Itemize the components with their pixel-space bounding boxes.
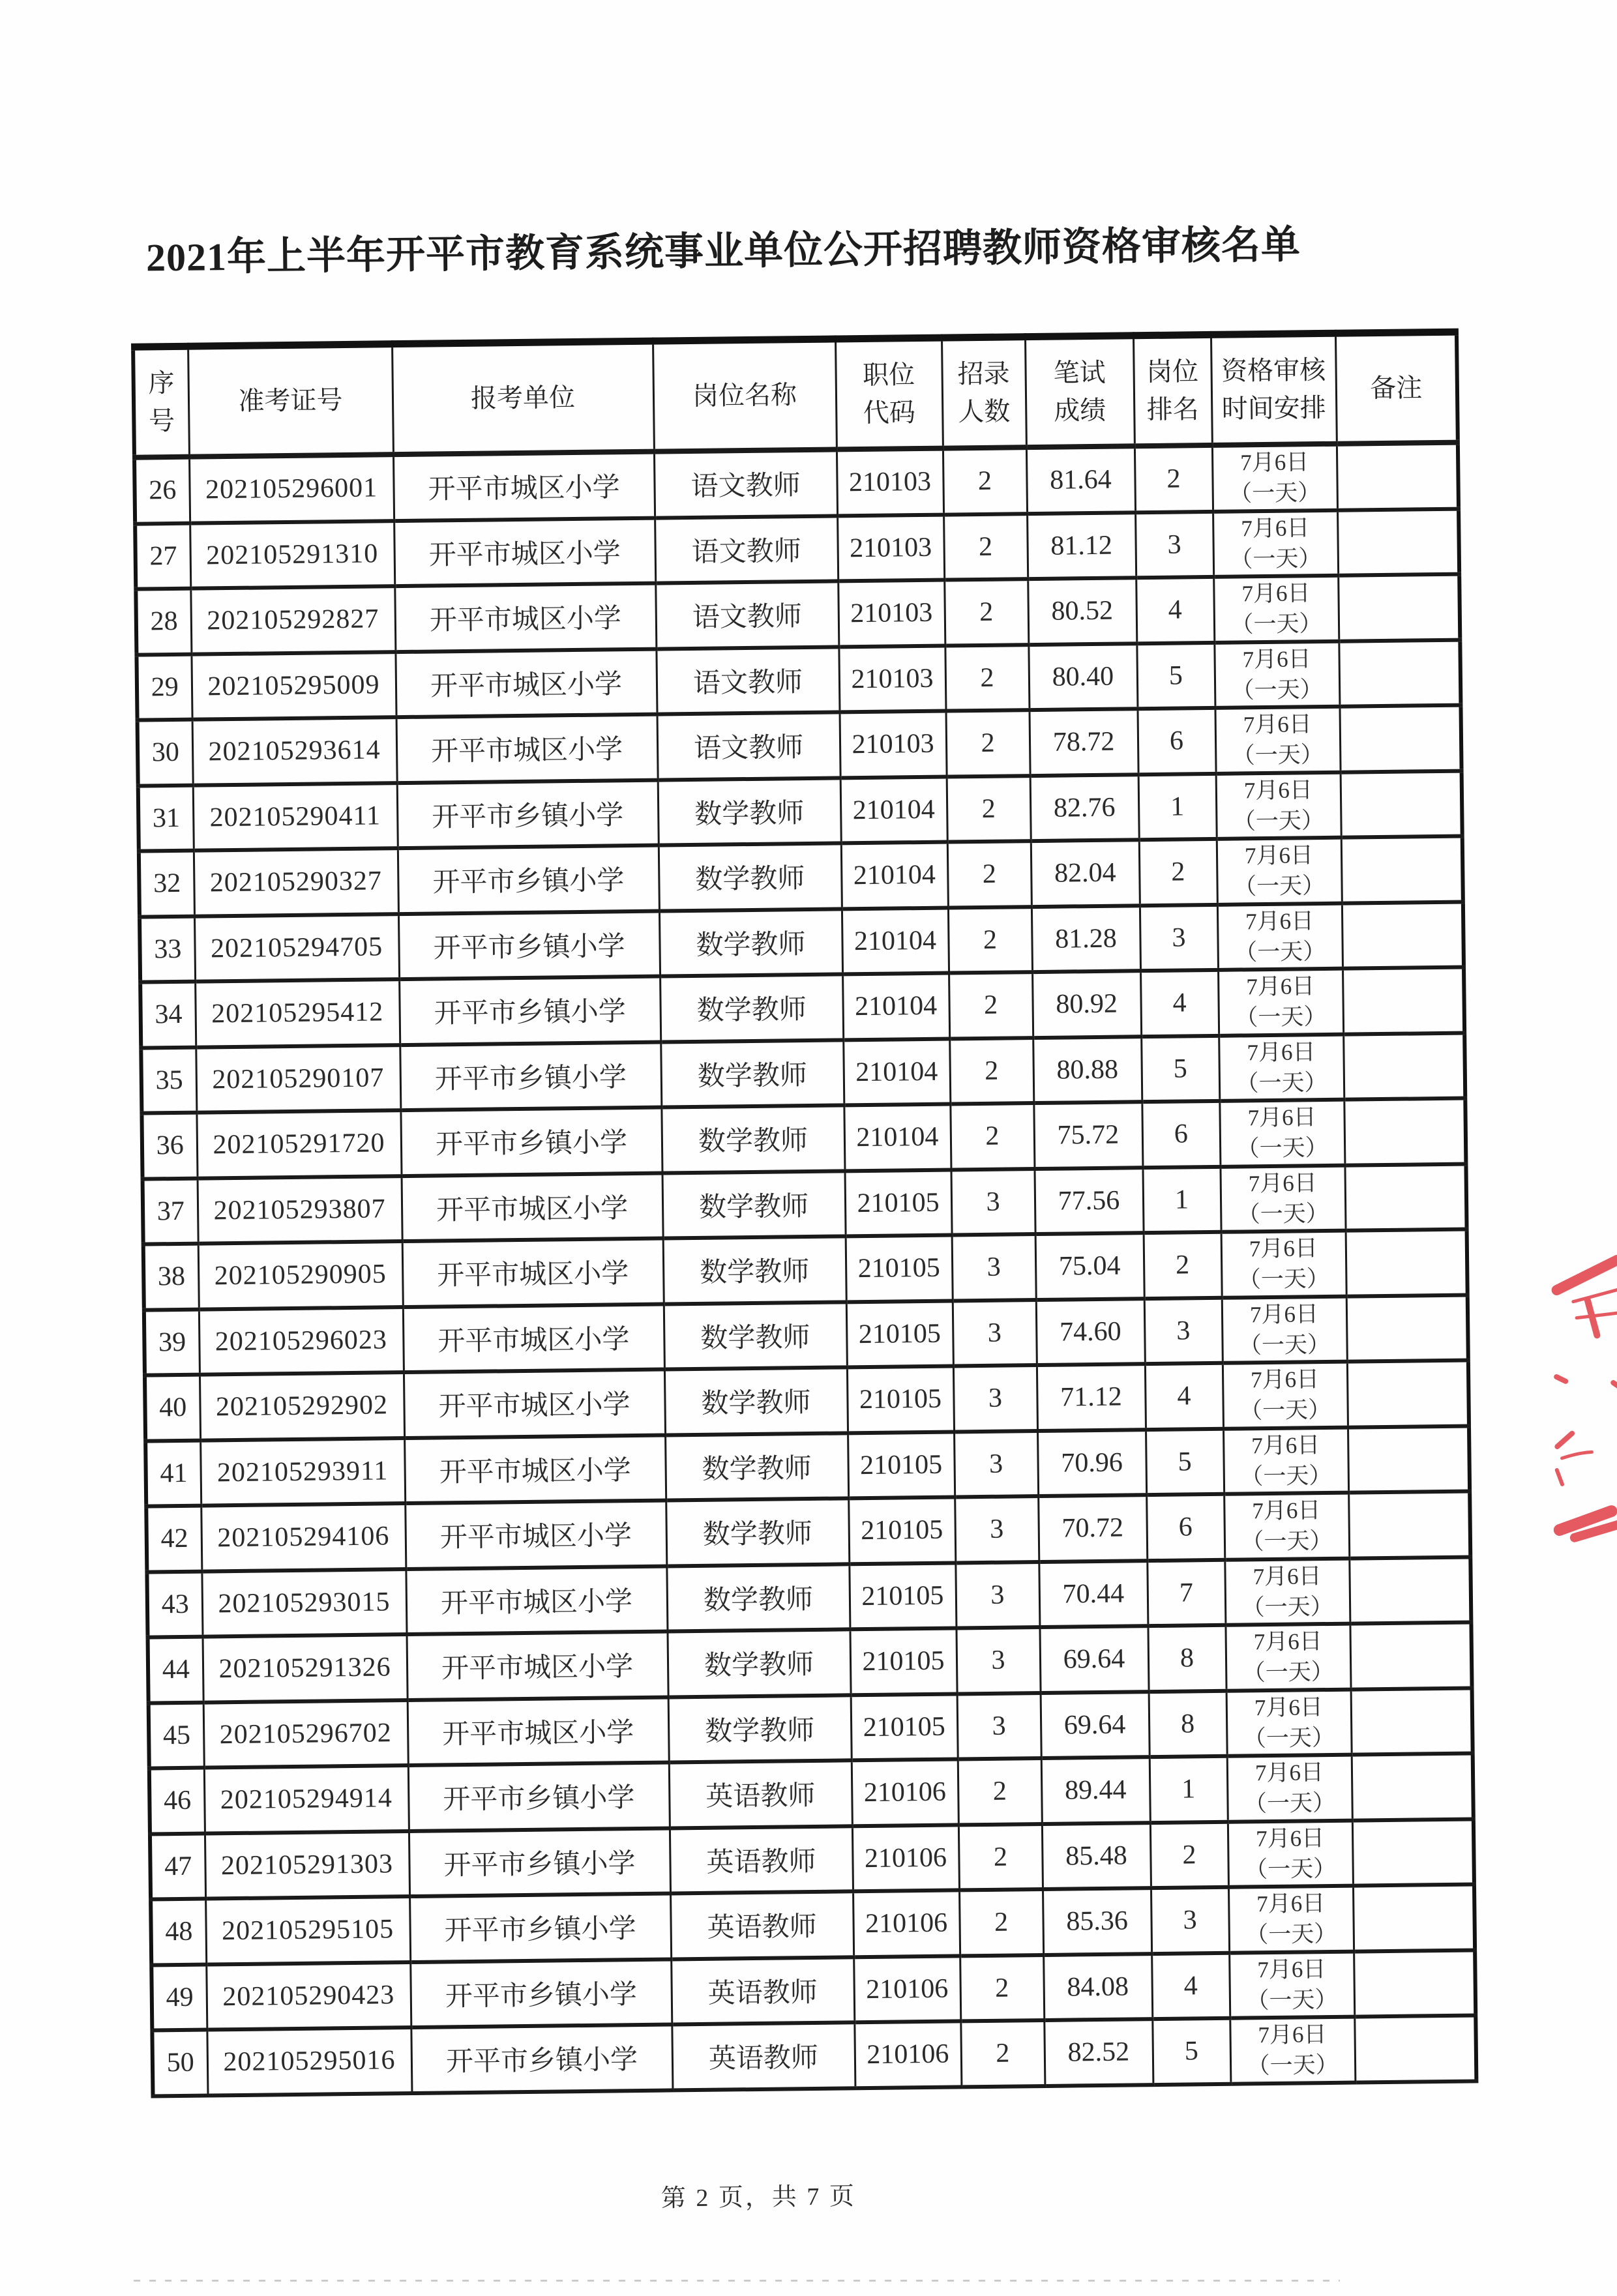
cell-openings: 2 [943,514,1028,580]
cell-post-code: 210104 [842,973,949,1040]
cell-post-rank: 2 [1144,1232,1222,1299]
cell-admission-ticket-no: 202105290423 [206,1962,411,2030]
cell-admission-ticket-no: 202105291303 [205,1831,409,1899]
cell-index: 42 [146,1506,201,1572]
cell-post-name: 数学教师 [661,1105,844,1173]
cell-remarks [1348,1426,1470,1493]
cell-index: 33 [140,916,195,982]
cell-post-name: 英语教师 [670,1826,853,1894]
cell-openings: 2 [943,447,1027,514]
cell-review-schedule: 7月6日 （一天） [1217,838,1342,905]
cell-review-schedule: 7月6日 （一天） [1227,1755,1352,1822]
cell-openings: 3 [957,1693,1041,1759]
cell-remarks [1346,1229,1468,1297]
col-header-written-score: 笔试 成绩 [1025,336,1135,447]
cell-post-name: 数学教师 [660,1040,844,1108]
cell-post-rank: 4 [1140,970,1219,1037]
cell-remarks [1348,1492,1470,1559]
cell-post-rank: 1 [1150,1756,1228,1823]
cell-post-name: 数学教师 [664,1302,847,1370]
cell-admission-ticket-no: 202105292827 [190,586,395,654]
cell-post-code: 210105 [851,1694,958,1760]
cell-applied-unit: 开平市乡镇小学 [399,977,660,1045]
cell-remarks [1354,1950,1476,2017]
cell-openings: 3 [956,1627,1040,1694]
cell-post-name: 数学教师 [658,778,841,846]
cell-index: 45 [149,1702,204,1768]
col-header-remarks: 备注 [1335,332,1458,444]
cell-index: 40 [145,1375,200,1441]
cell-index: 27 [135,523,190,589]
cell-post-name: 数学教师 [659,909,842,977]
cell-applied-unit: 开平市城区小学 [406,1566,667,1634]
cell-post-rank: 5 [1136,642,1215,709]
cell-admission-ticket-no: 202105291720 [196,1110,401,1178]
cell-index: 36 [141,1113,197,1179]
cell-review-schedule: 7月6日 （一天） [1217,903,1343,970]
cell-admission-ticket-no: 202105290107 [196,1045,400,1113]
cell-review-schedule: 7月6日 （一天） [1228,1886,1354,1953]
red-stamp-mark [1544,1243,1617,1543]
cell-admission-ticket-no: 202105290327 [194,848,398,916]
cell-written-score: 82.52 [1044,2019,1153,2085]
cell-post-code: 210105 [846,1301,953,1367]
cell-post-code: 210104 [844,1104,951,1171]
cell-post-rank: 6 [1137,708,1215,774]
cell-applied-unit: 开平市城区小学 [403,1304,664,1372]
cell-post-rank: 8 [1149,1690,1227,1757]
cell-applied-unit: 开平市城区小学 [408,1697,669,1765]
cell-review-schedule: 7月6日 （一天） [1228,1820,1353,1887]
cell-post-rank: 2 [1135,445,1213,512]
cell-post-rank: 6 [1142,1101,1220,1168]
cell-written-score: 70.72 [1038,1495,1147,1561]
cell-review-schedule: 7月6日 （一天） [1215,707,1340,774]
cell-index: 49 [151,1964,207,2030]
cell-index: 31 [138,785,194,851]
cell-remarks [1339,705,1461,773]
cell-remarks [1337,443,1459,510]
cell-openings: 2 [947,841,1031,907]
cell-admission-ticket-no: 202105295009 [191,652,396,720]
cell-index: 46 [149,1768,205,1834]
cell-post-name: 数学教师 [662,1171,846,1239]
cell-index: 34 [140,982,196,1048]
cell-remarks [1346,1295,1468,1362]
cell-written-score: 84.08 [1043,1954,1152,2020]
cell-post-code: 210105 [847,1366,954,1433]
cell-written-score: 75.04 [1035,1233,1144,1299]
cell-post-code: 210103 [838,645,945,712]
cell-post-name: 数学教师 [659,843,842,911]
cell-applied-unit: 开平市城区小学 [402,1173,663,1241]
col-header-post-rank: 岗位 排名 [1133,334,1212,446]
cell-review-schedule: 7月6日 （一天） [1214,641,1339,708]
cell-applied-unit: 开平市乡镇小学 [398,911,660,979]
cell-written-score: 69.64 [1039,1626,1148,1692]
cell-post-rank: 5 [1146,1428,1224,1495]
cell-post-name: 数学教师 [668,1695,852,1763]
cell-written-score: 70.44 [1039,1561,1148,1627]
cell-remarks [1342,902,1464,969]
cell-review-schedule: 7月6日 （一天） [1219,1100,1344,1167]
cell-openings: 3 [952,1234,1036,1301]
cell-review-schedule: 7月6日 （一天） [1230,2017,1355,2084]
cell-remarks [1351,1688,1473,1755]
cell-post-rank: 2 [1150,1821,1228,1888]
col-header-index: 序 号 [133,346,189,457]
cell-admission-ticket-no: 202105293807 [198,1176,402,1244]
cell-post-rank: 4 [1145,1363,1223,1430]
cell-index: 47 [150,1833,205,1899]
cell-post-rank: 8 [1148,1625,1226,1692]
cell-index: 32 [139,851,194,917]
col-header-openings: 招录 人数 [942,337,1026,449]
cell-openings: 2 [958,1824,1043,1891]
cell-admission-ticket-no: 202105296023 [199,1307,404,1375]
cell-openings: 2 [947,776,1031,842]
cell-applied-unit: 开平市乡镇小学 [400,1108,662,1176]
cell-index: 44 [148,1637,203,1703]
cell-index: 41 [145,1440,201,1506]
cell-post-code: 210103 [840,711,947,778]
cell-post-code: 210106 [853,1890,960,1956]
cell-review-schedule: 7月6日 （一天） [1220,1165,1345,1232]
col-header-post-name: 岗位名称 [653,339,837,452]
cell-applied-unit: 开平市城区小学 [405,1501,666,1569]
scan-edge-artifact [134,2280,1340,2282]
cell-post-name: 英语教师 [672,2022,855,2090]
cell-remarks [1349,1557,1471,1624]
cell-applied-unit: 开平市乡镇小学 [397,780,659,848]
cell-index: 48 [151,1899,206,1965]
cell-openings: 2 [950,1103,1034,1170]
cell-post-rank: 6 [1146,1494,1224,1561]
cell-applied-unit: 开平市乡镇小学 [408,1762,670,1831]
cell-openings: 2 [949,972,1033,1038]
cell-index: 30 [138,720,193,786]
cell-review-schedule: 7月6日 （一天） [1213,510,1338,577]
cell-remarks [1341,771,1462,838]
cell-review-schedule: 7月6日 （一天） [1223,1427,1348,1494]
cell-post-name: 英语教师 [670,1891,853,1959]
cell-review-schedule: 7月6日 （一天） [1221,1231,1346,1298]
cell-written-score: 85.36 [1043,1888,1151,1954]
cell-written-score: 70.96 [1037,1430,1146,1496]
col-header-review-schedule: 资格审核 时间安排 [1211,333,1337,445]
cell-post-code: 210105 [848,1497,955,1563]
cell-post-rank: 1 [1138,773,1217,840]
cell-applied-unit: 开平市乡镇小学 [398,846,659,914]
cell-admission-ticket-no: 202105293015 [201,1569,406,1637]
cell-admission-ticket-no: 202105291310 [190,521,394,589]
cell-post-code: 210105 [844,1170,951,1236]
cell-applied-unit: 开平市城区小学 [402,1239,664,1307]
cell-review-schedule: 7月6日 （一天） [1218,969,1343,1036]
cell-written-score: 80.40 [1028,643,1137,710]
cell-remarks [1341,836,1463,904]
cell-written-score: 81.12 [1027,512,1136,579]
cell-review-schedule: 7月6日 （一天） [1222,1296,1347,1363]
cell-index: 26 [134,457,190,523]
cell-written-score: 81.64 [1026,446,1135,513]
cell-written-score: 78.72 [1029,709,1138,775]
cell-applied-unit: 开平市城区小学 [395,649,657,717]
cell-applied-unit: 开平市乡镇小学 [409,1828,670,1896]
cell-post-rank: 4 [1136,577,1214,643]
review-roster-table [131,329,1478,2098]
cell-index: 43 [147,1571,202,1637]
cell-written-score: 89.44 [1041,1757,1150,1823]
cell-post-rank: 2 [1139,839,1217,905]
cell-written-score: 69.64 [1041,1692,1150,1758]
cell-review-schedule: 7月6日 （一天） [1226,1689,1352,1756]
cell-post-name: 数学教师 [664,1367,848,1435]
cell-admission-ticket-no: 202105294705 [194,914,399,982]
cell-openings: 2 [958,1758,1042,1825]
page-number: 第 2 页，共 7 页 [660,2183,857,2213]
header-row [133,332,1458,458]
cell-post-rank: 5 [1152,2018,1230,2085]
cell-index: 50 [152,2030,207,2096]
cell-openings: 3 [955,1562,1039,1628]
cell-review-schedule: 7月6日 （一天） [1229,1951,1354,2018]
cell-admission-ticket-no: 202105296702 [203,1700,408,1768]
cell-post-code: 210106 [852,1759,958,1825]
cell-post-code: 210104 [842,907,949,974]
cell-applied-unit: 开平市城区小学 [396,714,658,783]
cell-index: 28 [136,589,191,655]
cell-post-rank: 3 [1144,1297,1223,1364]
cell-written-score: 82.76 [1030,774,1139,841]
cell-openings: 2 [960,2020,1045,2087]
cell-written-score: 80.52 [1028,578,1136,644]
cell-post-name: 语文教师 [654,449,837,518]
cell-openings: 3 [955,1496,1039,1563]
cell-post-code: 210106 [852,1825,959,1891]
cell-post-code: 210104 [841,842,948,909]
cell-applied-unit: 开平市乡镇小学 [410,1959,672,2027]
cell-admission-ticket-no: 202105295412 [195,979,400,1047]
cell-post-code: 210105 [850,1628,957,1694]
document-title: 2021年上半年开平市教育系统事业单位公开招聘教师资格审核名单 [145,223,1301,280]
cell-post-code: 210103 [838,580,945,647]
col-header-admission-ticket-no: 准考证号 [188,344,393,457]
cell-post-rank: 3 [1135,511,1213,578]
cell-written-score: 82.04 [1031,840,1140,906]
cell-written-score: 80.92 [1032,971,1141,1037]
cell-applied-unit: 开平市乡镇小学 [409,1893,671,1962]
cell-index: 39 [144,1309,200,1375]
cell-admission-ticket-no: 202105296001 [189,454,394,523]
cell-remarks [1352,1754,1474,1821]
cell-post-name: 英语教师 [671,1957,854,2025]
cell-index: 37 [143,1178,198,1244]
cell-applied-unit: 开平市城区小学 [404,1435,666,1503]
cell-admission-ticket-no: 202105292902 [200,1372,404,1440]
cell-admission-ticket-no: 202105290905 [198,1241,403,1309]
cell-post-code: 210103 [837,514,944,581]
cell-openings: 3 [953,1365,1037,1432]
cell-remarks [1344,1098,1466,1166]
cell-written-score: 85.48 [1042,1823,1151,1889]
cell-written-score: 80.88 [1033,1037,1142,1103]
cell-applied-unit: 开平市城区小学 [394,518,655,586]
cell-admission-ticket-no: 202105295016 [207,2027,411,2095]
cell-applied-unit: 开平市城区小学 [407,1632,668,1700]
cell-written-score: 71.12 [1037,1364,1146,1430]
cell-post-rank: 5 [1141,1035,1219,1102]
cell-post-name: 语文教师 [656,647,839,714]
cell-admission-ticket-no: 202105290411 [193,783,398,851]
cell-remarks [1339,640,1461,707]
cell-remarks [1343,1033,1465,1100]
cell-review-schedule: 7月6日 （一天） [1219,1034,1344,1101]
cell-post-rank: 1 [1142,1166,1221,1233]
cell-post-name: 数学教师 [666,1564,850,1632]
cell-admission-ticket-no: 202105295105 [205,1896,410,1964]
cell-index: 38 [143,1244,199,1310]
cell-openings: 2 [945,645,1029,711]
cell-post-name: 语文教师 [655,581,838,649]
cell-admission-ticket-no: 202105294106 [201,1503,406,1571]
cell-post-name: 语文教师 [655,516,838,583]
cell-index: 35 [141,1047,196,1113]
cell-applied-unit: 开平市城区小学 [394,583,656,652]
cell-openings: 3 [954,1431,1038,1497]
cell-index: 29 [136,654,192,720]
cell-remarks [1354,2015,1476,2082]
col-header-post-code: 职位 代码 [835,338,943,449]
cell-openings: 2 [945,710,1030,776]
cell-remarks [1344,1164,1466,1231]
cell-review-schedule: 7月6日 （一天） [1224,1493,1349,1560]
cell-remarks [1350,1623,1472,1690]
cell-openings: 3 [953,1300,1037,1366]
cell-openings: 2 [944,579,1028,645]
cell-written-score: 77.56 [1034,1168,1143,1234]
cell-post-code: 210106 [853,1956,960,2022]
cell-written-score: 81.28 [1031,905,1140,972]
cell-review-schedule: 7月6日 （一天） [1225,1624,1350,1691]
cell-applied-unit: 开平市城区小学 [393,452,655,521]
cell-post-code: 210105 [846,1235,953,1302]
cell-applied-unit: 开平市乡镇小学 [400,1042,661,1110]
cell-written-score: 74.60 [1036,1299,1145,1365]
cell-post-name: 数学教师 [663,1236,846,1304]
cell-remarks [1352,1819,1474,1886]
cell-post-rank: 3 [1140,904,1218,971]
cell-post-code: 210105 [849,1563,956,1629]
cell-applied-unit: 开平市乡镇小学 [411,2024,672,2093]
cell-openings: 2 [948,907,1032,973]
cell-post-name: 数学教师 [665,1433,848,1501]
cell-post-name: 数学教师 [666,1498,849,1566]
cell-post-name: 数学教师 [660,974,843,1042]
cell-admission-ticket-no: 202105293911 [200,1438,405,1506]
cell-openings: 3 [951,1169,1035,1235]
cell-review-schedule: 7月6日 （一天） [1223,1362,1348,1429]
cell-review-schedule: 7月6日 （一天） [1224,1558,1350,1625]
cell-post-rank: 7 [1147,1559,1225,1626]
cell-post-code: 210104 [843,1038,950,1105]
cell-openings: 2 [959,1889,1043,1956]
cell-remarks [1343,967,1464,1035]
cell-post-code: 210104 [840,776,947,843]
cell-post-rank: 4 [1151,1952,1230,2019]
cell-review-schedule: 7月6日 （一天） [1212,444,1337,512]
cell-post-code: 210105 [848,1432,955,1498]
table-body [134,443,1476,2096]
cell-review-schedule: 7月6日 （一天） [1213,576,1339,643]
table-header [133,332,1458,458]
cell-remarks [1353,1884,1475,1951]
cell-openings: 2 [949,1038,1033,1104]
cell-openings: 2 [960,1954,1044,2021]
cell-remarks [1347,1361,1469,1428]
col-header-applied-unit: 报考单位 [392,341,654,454]
cell-remarks [1337,508,1459,576]
cell-admission-ticket-no: 202105293614 [192,717,397,785]
cell-post-rank: 3 [1151,1887,1229,1954]
cell-post-name: 英语教师 [669,1760,852,1828]
cell-remarks [1338,574,1460,641]
cell-written-score: 75.72 [1033,1102,1142,1168]
cell-admission-ticket-no: 202105291326 [203,1634,408,1702]
cell-post-code: 210106 [854,2021,961,2087]
cell-post-name: 语文教师 [657,712,840,780]
cell-admission-ticket-no: 202105294914 [204,1765,409,1833]
cell-post-name: 数学教师 [667,1629,850,1697]
cell-review-schedule: 7月6日 （一天） [1216,772,1341,839]
cell-applied-unit: 开平市城区小学 [404,1370,665,1438]
cell-post-code: 210103 [837,449,943,516]
